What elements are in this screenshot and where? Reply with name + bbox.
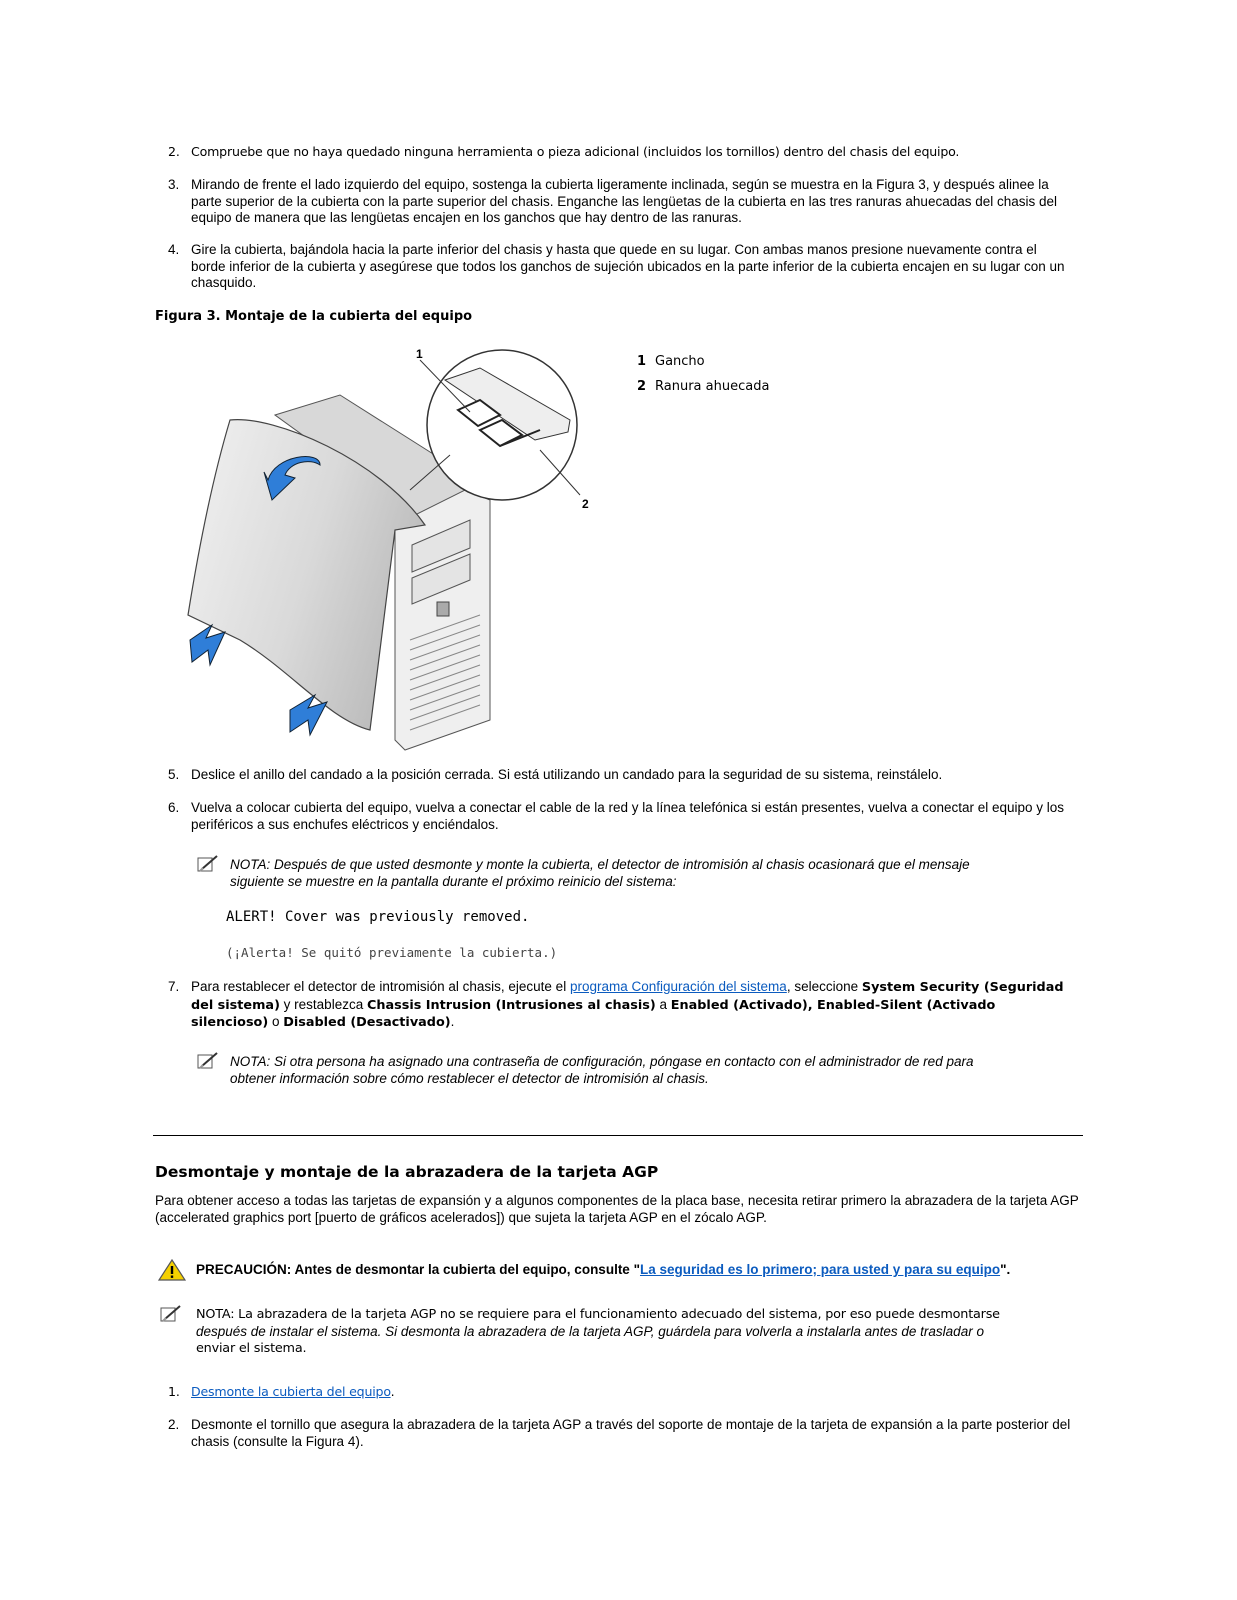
note-text: NOTA: Después de que usted desmonte y monte la cubierta, el detector de intromisión al chasis ocasionará que el mensaje siguiente se muestre en la pantalla durante el próximo reinicio del sistema: [230, 857, 970, 889]
legend-number: 1 [637, 354, 647, 369]
step-text: Gire la cubierta, bajándola hacia la parte inferior del chasis y hasta que quede en su lugar. Con ambas manos presione nuevamente contra el borde inferior de la cubierta y asegúrese que todos los ganchos de sujeción ubicados en la parte inferior de la cubierta encajen en su lugar con un chasquido. [191, 242, 1065, 290]
note-text [196, 1306, 1096, 1357]
figure-legend-item [637, 379, 769, 394]
callout-2: 2 [582, 497, 589, 511]
step7-text-1: Para restablecer el detector de intromisión al chasis, ejecute el [191, 979, 570, 994]
note-text: NOTA: Si otra persona ha asignado una contraseña de configuración, póngase en contacto con el administrador de red para obtener información sobre cómo restablecer el detector de intromisión al chasis. [230, 1054, 974, 1086]
note-pencil-icon [160, 1305, 184, 1323]
step-text: Deslice el anillo del candado a la posición cerrada. Si está utilizando un candado para la seguridad de su sistema, reinstálelo. [191, 767, 943, 782]
alert-translation: (¡Alerta! Se quitó previamente la cubierta.) [226, 945, 558, 960]
legend-label: Ranura ahuecada [655, 379, 770, 394]
caution-suffix: ". [1000, 1262, 1011, 1277]
callout-1: 1 [416, 347, 423, 361]
step7-bold-1: System Security (Seguridad del sistema) [191, 980, 1064, 1013]
figure-legend-item [637, 354, 705, 369]
note-line-1: NOTA: La abrazadera de la tarjeta AGP no se requiere para el funcionamiento adecuado del sistema, por eso puede desmontarse [196, 1307, 1000, 1322]
caution-text [196, 1261, 1046, 1279]
step7-text-5: o [268, 1014, 284, 1029]
step-number: 1. [168, 1384, 180, 1399]
caution-triangle-icon [158, 1258, 186, 1282]
note-line-2: después de instalar el sistema. Si desmonta la abrazadera de la tarjeta AGP, guárdela para volverla a instalarla antes de trasladar o [196, 1324, 984, 1339]
legend-number: 2 [637, 379, 647, 394]
step7-text-3: y restablezca [279, 996, 367, 1012]
intro-paragraph: Para obtener acceso a todas las tarjetas de expansión y a algunos componentes de la placa base, necesita retirar primero la abrazadera de la tarjeta AGP (accelerated graphics port [puerto de gráficos acelerados]) que sujeta la tarjeta AGP en el zócalo AGP. [155, 1193, 1079, 1225]
legend-label: Gancho [655, 354, 705, 369]
setup-program-link[interactable]: programa Configuración del sistema [569, 979, 787, 994]
note-pencil-icon [197, 855, 221, 873]
note-line-3: enviar el sistema. [196, 1341, 307, 1356]
alert-message: ALERT! Cover was previously removed. [226, 909, 530, 925]
step-number: 2. [168, 1417, 180, 1432]
step7-bold-3: Enabled (Activado), Enabled-Silent (Activado silencioso) [191, 997, 996, 1030]
step-number: 4. [168, 242, 180, 257]
section-divider [153, 1135, 1083, 1136]
note-pencil-icon [197, 1052, 221, 1070]
step-number: 5. [168, 767, 180, 782]
step7-bold-2: Chassis Intrusion (Intrusiones al chasis) [366, 997, 656, 1013]
step7-text-4: a [655, 996, 671, 1012]
cover-installation-illustration [180, 340, 620, 760]
step7-text-2: , seleccione [786, 979, 862, 994]
section-heading: Desmontaje y montaje de la abrazadera de la tarjeta AGP [155, 1163, 659, 1181]
safety-first-link[interactable]: La seguridad es lo primero; para usted y para su equipo [639, 1262, 1001, 1277]
figure-title: Figura 3. Montaje de la cubierta del equipo [155, 309, 473, 324]
step-text: Desmonte el tornillo que asegura la abrazadera de la tarjeta AGP a través del soporte de montaje de la tarjeta de expansión a la parte posterior del chasis (consulte la Figura 4). [191, 1417, 1071, 1449]
step-number: 6. [168, 800, 180, 815]
caution-prefix: PRECAUCIÓN: Antes de desmontar la cubierta del equipo, consulte " [196, 1262, 640, 1277]
step-text: Mirando de frente el lado izquierdo del equipo, sostenga la cubierta ligeramente inclinada, según se muestra en la Figura 3, y después alinee la parte superior de la cubierta con la parte superior del chasis. Enganche las lengüetas de la cubierta en las tres ranuras ahuecadas del chasis del equipo de manera que las lengüetas encajen en los ganchos que hay dentro de las ranuras. [191, 177, 1058, 225]
step-text: . [390, 1384, 395, 1399]
step7-text-6: . [450, 1014, 455, 1029]
step-text: Compruebe que no haya quedado ninguna herramienta o pieza adicional (incluidos los tornillos) dentro del chasis del equipo. [191, 144, 960, 159]
remove-cover-link[interactable]: Desmonte la cubierta del equipo [191, 1384, 391, 1399]
step-number: 2. [168, 144, 180, 159]
step-number: 7. [168, 979, 180, 994]
step7-bold-4: Disabled (Desactivado) [283, 1015, 451, 1030]
step-text: Vuelva a colocar cubierta del equipo, vuelva a conectar el cable de la red y la línea telefónica si están presentes, vuelva a conectar el equipo y los periféricos a sus enchufes eléctricos y enciéndalos. [191, 800, 1065, 832]
step-text [191, 979, 1071, 1032]
step-number: 3. [168, 177, 180, 192]
